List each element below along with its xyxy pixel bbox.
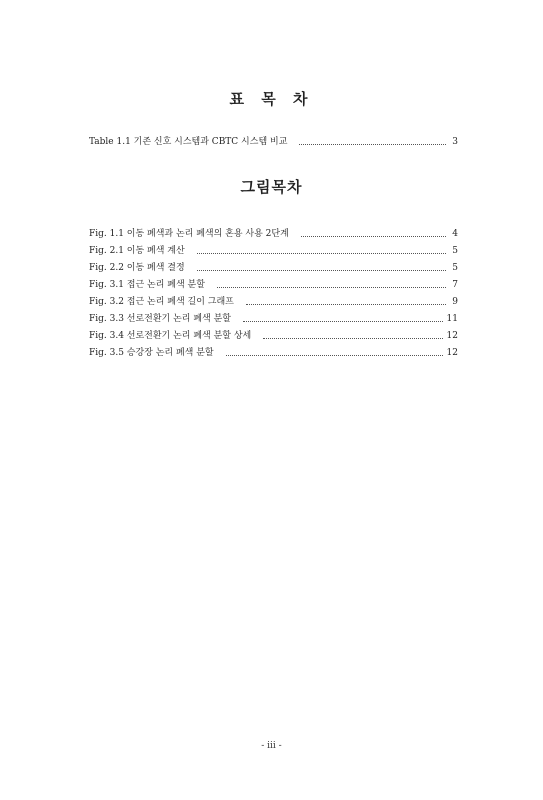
toc-entry-page: 7 (452, 280, 458, 290)
page-number-footer: - iii - (261, 741, 282, 751)
toc-leader-dots (299, 144, 446, 145)
toc-entry-label: Fig. 3.4 선로전환기 논리 폐색 분할 상세 (89, 331, 252, 341)
toc-entry[interactable] (89, 291, 458, 308)
toc-entry-page: 5 (452, 263, 458, 273)
tables-toc-heading: 표 목 차 (229, 90, 314, 108)
toc-entry-label: Table 1.1 기존 신호 시스템과 CBTC 시스템 비교 (89, 137, 288, 147)
toc-entry-label: Fig. 3.1 접근 논리 폐색 분할 (89, 280, 205, 290)
toc-entry[interactable] (89, 240, 458, 257)
toc-leader-dots (301, 236, 446, 237)
toc-leader-dots (243, 321, 443, 322)
toc-entry-page: 9 (452, 297, 458, 307)
toc-entry-label: Fig. 2.2 이동 폐색 결정 (89, 263, 185, 273)
toc-entry[interactable] (89, 274, 458, 291)
toc-leader-dots (226, 355, 443, 356)
toc-leader-dots (217, 287, 446, 288)
toc-leader-dots (197, 270, 446, 271)
toc-entry-page: 12 (446, 331, 458, 341)
toc-entry-page: 12 (446, 348, 458, 358)
toc-leader-dots (197, 253, 446, 254)
toc-leader-dots (263, 338, 442, 339)
figures-toc-list (89, 223, 458, 359)
toc-leader-dots (246, 304, 446, 305)
toc-entry-page: 4 (452, 229, 458, 239)
toc-entry-label: Fig. 1.1 이동 폐색과 논리 폐색의 혼용 사용 2단계 (89, 229, 289, 239)
toc-entry[interactable] (89, 325, 458, 342)
toc-entry[interactable] (89, 223, 458, 240)
tables-toc-list (89, 131, 458, 148)
toc-entry-page: 3 (452, 137, 458, 147)
toc-entry-page: 11 (446, 314, 458, 324)
toc-entry-label: Fig. 2.1 이동 폐색 계산 (89, 246, 185, 256)
toc-entry[interactable] (89, 257, 458, 274)
toc-entry[interactable] (89, 131, 458, 148)
toc-entry-label: Fig. 3.5 승강장 논리 폐색 분할 (89, 348, 214, 358)
toc-entry-label: Fig. 3.3 선로전환기 논리 폐색 분할 (89, 314, 231, 324)
toc-entry-page: 5 (452, 246, 458, 256)
toc-entry-label: Fig. 3.2 접근 논리 폐색 길이 그래프 (89, 297, 234, 307)
figures-toc-heading: 그림목차 (240, 178, 303, 196)
toc-entry[interactable] (89, 342, 458, 359)
toc-entry[interactable] (89, 308, 458, 325)
